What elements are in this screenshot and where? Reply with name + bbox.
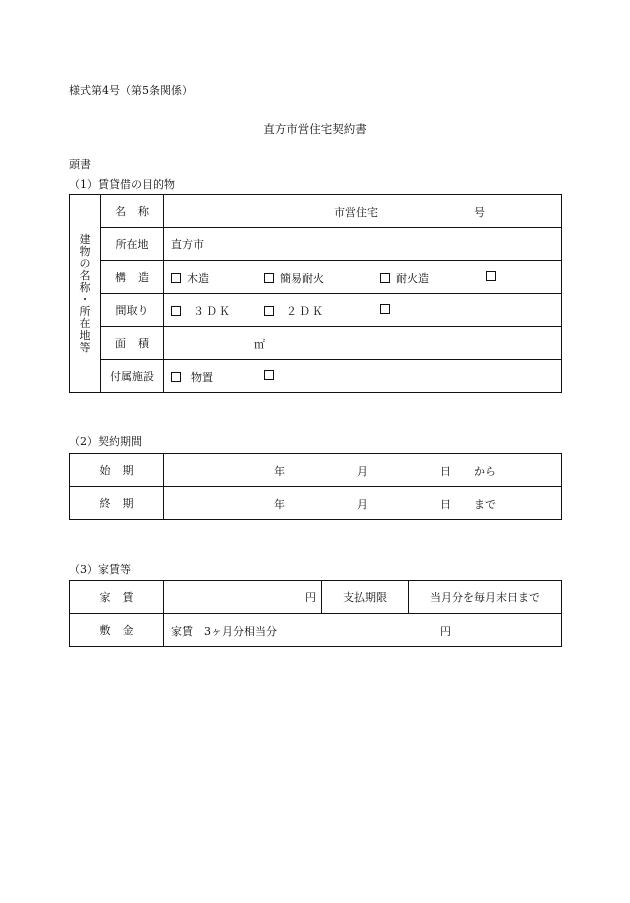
rent-table — [69, 580, 562, 647]
end-date-field[interactable]: 年 月 日 まで — [164, 487, 562, 520]
form-number: 様式第4号（第5条関係） — [69, 84, 193, 97]
end-label: 終期 — [70, 487, 164, 520]
location-label: 所在地 — [101, 228, 164, 261]
rent-label: 家賃 — [70, 581, 164, 614]
facilities-label: 付属施設 — [101, 360, 164, 393]
checkbox-other-structure[interactable] — [486, 270, 502, 283]
rent-amount-field[interactable]: 円 — [164, 581, 322, 614]
location-field[interactable]: 直方市 — [164, 228, 562, 261]
checkbox-other-facility[interactable] — [264, 369, 280, 382]
area-label: 面積 — [101, 327, 164, 360]
property-table — [69, 194, 562, 393]
due-value: 当月分を毎月末日まで — [409, 581, 562, 614]
deposit-field[interactable]: 家賃 3ヶ月分相当分 円 — [164, 614, 562, 647]
layout-options — [164, 294, 562, 327]
deposit-label: 敷金 — [70, 614, 164, 647]
contract-period-table — [69, 453, 562, 520]
section3-label: （3）家賃等 — [69, 563, 131, 576]
name-label: 名称 — [101, 195, 164, 228]
area-field[interactable]: ㎡ — [164, 327, 562, 360]
checkbox-2dk[interactable]: ２ＤＫ — [264, 303, 325, 319]
checkbox-fireproof[interactable]: 耐火造 — [380, 270, 429, 286]
checkbox-other-layout[interactable] — [380, 303, 396, 316]
structure-label: 構造 — [101, 261, 164, 294]
due-label: 支払期限 — [322, 581, 409, 614]
section1-label: （1）賃貸借の目的物 — [69, 178, 175, 191]
start-date-field[interactable]: 年 月 日 から — [164, 454, 562, 487]
document-title: 直方市営住宅契約書 — [263, 122, 367, 136]
facilities-options — [164, 360, 562, 393]
start-label: 始期 — [70, 454, 164, 487]
structure-options — [164, 261, 562, 294]
checkbox-storage[interactable]: 物置 — [171, 369, 213, 385]
heading: 頭書 — [69, 158, 91, 171]
name-field[interactable]: 市営住宅 号 — [164, 195, 562, 228]
checkbox-wood[interactable]: 木造 — [171, 270, 209, 286]
layout-label: 間取り — [101, 294, 164, 327]
section2-label: （2）契約期間 — [69, 435, 142, 448]
checkbox-3dk[interactable]: ３ＤＫ — [171, 303, 232, 319]
vertical-label: 建 物 の 名 称 ・ 所 在 地 等 — [70, 195, 101, 393]
checkbox-simple-fireproof[interactable]: 簡易耐火 — [264, 270, 324, 286]
